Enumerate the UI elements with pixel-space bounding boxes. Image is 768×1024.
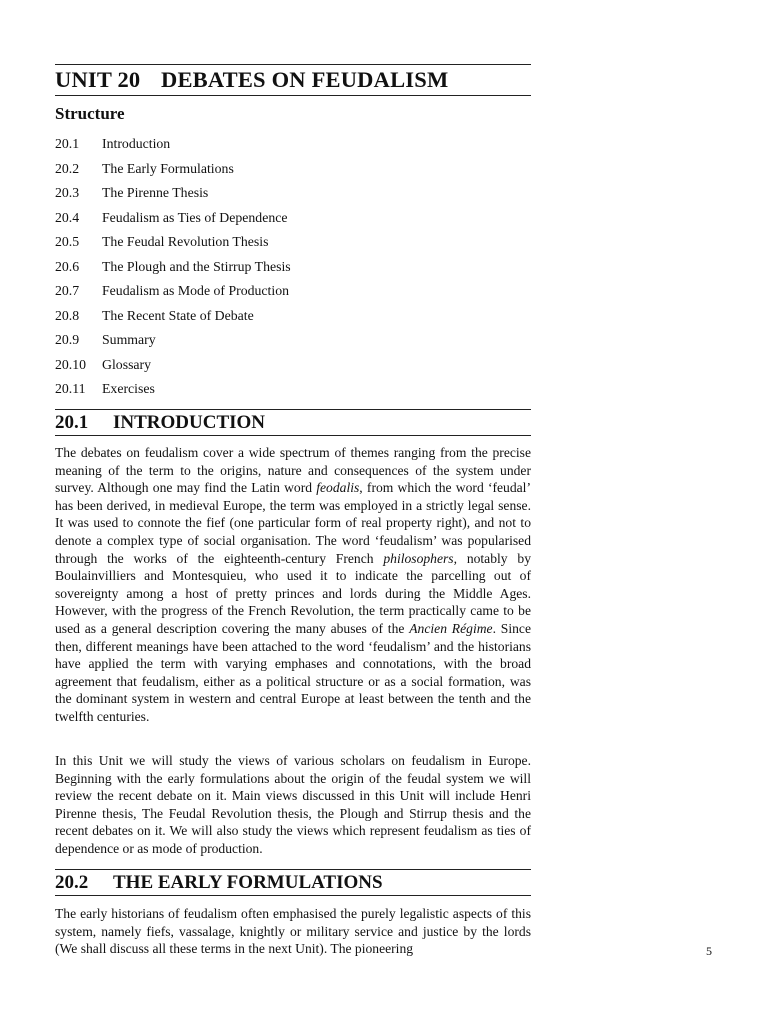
italic-term: philosophers [383, 550, 454, 566]
structure-item [55, 331, 291, 356]
structure-item-title: Feudalism as Ties of Dependence [102, 209, 288, 225]
structure-item-title: The Pirenne Thesis [102, 185, 209, 200]
section-number: 20.2 [55, 872, 89, 893]
italic-term: Ancien Régime [409, 620, 493, 636]
structure-item-number: 20.11 [55, 381, 86, 396]
unit-number: UNIT 20 [55, 67, 141, 92]
structure-item [55, 380, 291, 405]
structure-item-title: The Recent State of Debate [102, 307, 254, 323]
unit-header [55, 64, 531, 96]
text-run: , notably by Boulainvilliers and Montesquieu, who used it to indicate the parcelling out of sovereignty among a host of pretty princes and lords during the Middle Ages. However, with the progress of the French Revolution, the term practically came to be used as a general description covering the many abuses of the [55, 550, 531, 636]
structure-item-title: The Plough and the Stirrup Thesis [102, 258, 291, 274]
structure-item-title: Glossary [102, 356, 152, 372]
unit-title [55, 65, 531, 95]
structure-item-title: The Early Formulations [102, 160, 234, 176]
structure-item [55, 135, 291, 160]
structure-item-title: Summary [102, 332, 156, 347]
intro-paragraph-2: In this Unit we will study the views of various scholars on feudalism in Europe. Beginning with the early formulations about the origin of the feudal system we will review the recent debate on it. Main views discussed in this Unit will include Henri Pirenne thesis, The Feudal Revolution thesis, the Plough and Stirrup thesis and the recent debates on it. We will also study the views which represent feudalism as ties of dependence or as mode of production. [55, 753, 531, 856]
structure-item [55, 160, 291, 185]
structure-item-title: Exercises [102, 381, 155, 396]
section-heading-early-formulations [55, 869, 531, 896]
early-paragraph-1: The early historians of feudalism often emphasised the purely legalistic aspects of this system, namely fiefs, vassalage, knightly or military service and justice by the lords (We shall discuss all these terms in the next Unit). The pioneering [55, 906, 531, 957]
section-title-text: THE EARLY FORMULATIONS [113, 872, 383, 893]
section-bottom-rule [55, 435, 531, 436]
unit-title-text: DEBATES ON FEUDALISM [161, 67, 449, 92]
structure-item-number: 20.10 [55, 356, 87, 372]
structure-item [55, 184, 291, 209]
structure-item-number: 20.5 [55, 234, 80, 249]
section-number: 20.1 [55, 412, 89, 433]
section-title-text: INTRODUCTION [113, 412, 266, 433]
structure-list [55, 135, 291, 405]
structure-item-number: 20.8 [55, 307, 80, 323]
structure-item [55, 307, 291, 332]
structure-item [55, 258, 291, 283]
section-title [55, 870, 531, 895]
text-run: , from which the word ‘feudal’ has been derived, in medieval Europe, the term was employed in a strictly legal sense. It was used to connote the fief (one particular form of real property right), and not to denote a complex type of social organisation. The word ‘feudalism’ was popularised through the works of the eighteenth-century French [55, 480, 531, 566]
structure-item-number: 20.4 [55, 209, 80, 225]
text-run: The debates on feudalism cover a wide spectrum of themes ranging from the precise meaning of the term to the origins, nature and consequences of the system under survey. Although one may find the Latin word [55, 445, 531, 496]
italic-term: feodalis [316, 480, 360, 496]
section-title [55, 410, 531, 435]
page-number: 5 [706, 944, 712, 958]
structure-item [55, 282, 291, 307]
structure-item-number: 20.1 [55, 136, 80, 151]
structure-item-title: The Feudal Revolution Thesis [102, 234, 269, 249]
section-heading-introduction [55, 409, 531, 436]
structure-item-number: 20.3 [55, 185, 80, 200]
section-bottom-rule [55, 895, 531, 896]
structure-item-title: Introduction [102, 136, 171, 151]
structure-item [55, 209, 291, 234]
structure-item-number: 20.7 [55, 283, 80, 298]
structure-item-title: Feudalism as Mode of Production [102, 283, 290, 298]
structure-item [55, 356, 291, 381]
structure-item-number: 20.6 [55, 258, 80, 274]
intro-paragraph-1 [55, 444, 531, 726]
structure-item [55, 233, 291, 258]
text-run: . Since then, different meanings have been attached to the word ‘feudalism’ and the historians have applied the term with varying emphases and connotations, with the broad agreement that feudalism, either as a political structure or as a social formation, was the dominant system in western and central Europe at least between the tenth and the twelfth centuries. [55, 620, 531, 724]
structure-heading: Structure [55, 104, 125, 123]
unit-bottom-rule [55, 95, 531, 96]
structure-item-number: 20.2 [55, 160, 80, 176]
structure-item-number: 20.9 [55, 332, 80, 347]
